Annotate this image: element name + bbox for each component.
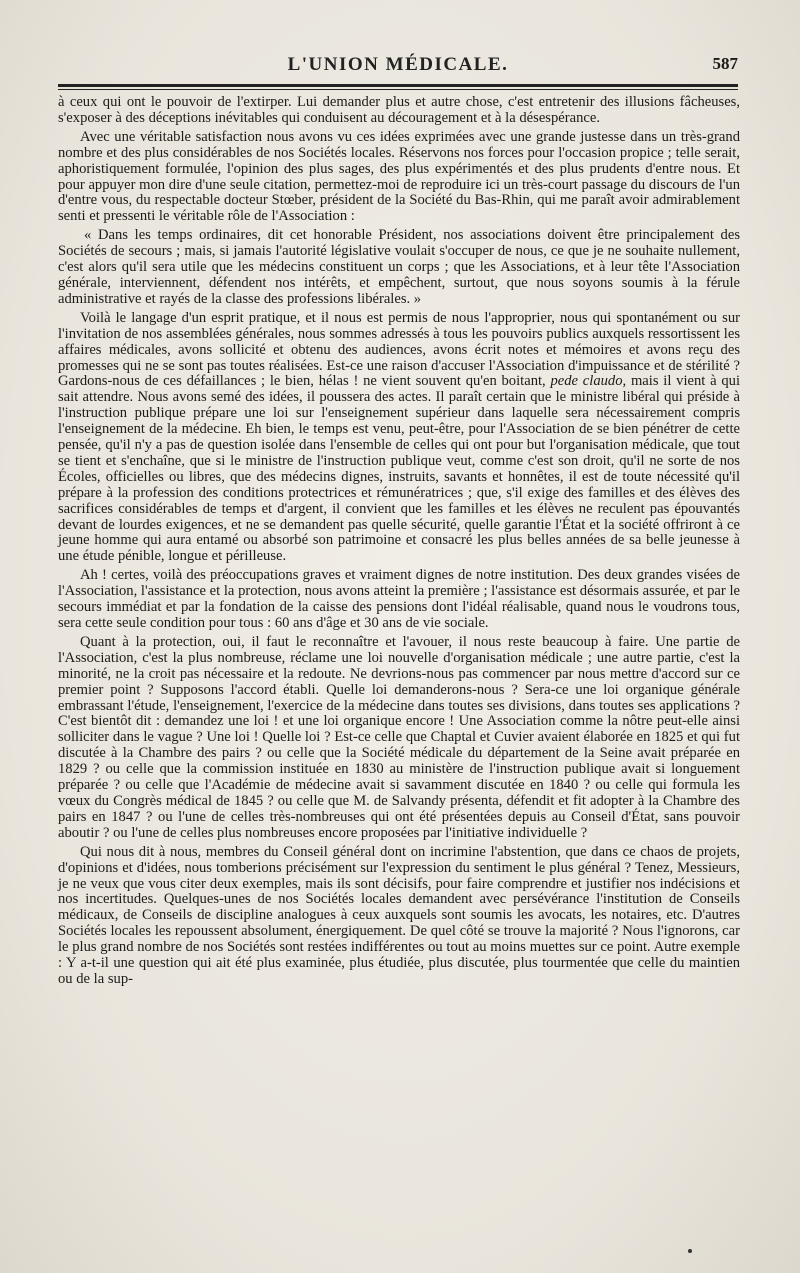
paragraph-preoccupations: Ah ! certes, voilà des préoccupations graves et vraiment dignes de notre institution. Des deux grandes visées de l'Association, l'assistance et la protection, nous avons atteint la première ; l'assistance est désormais assurée, et par le secours immédiat et par la fondation de la caisse des pensions dont l'idéal réalisable, quand nous le voudrons tous, sera cette seule condition pour tous : 60 ans d'âge et 30 ans de vie sociale.: [58, 567, 740, 631]
paragraph-conseil-general: Qui nous dit à nous, membres du Conseil général dont on incrimine l'abstention, que dans ce chaos de projets, d'opinions et d'idées, nous tomberions précisément sur l'expression du sentiment le plus général ? Tenez, Messieurs, je ne veux que vous citer deux exemples, mais ils sont décisifs, pour faire comprendre et justifier nos indécisions et nos incertitudes. Quelques-unes de nos Sociétés locales demandent avec persévérance l'institution de Conseils médicaux, de Conseils de discipline analogues à ceux auxquels sont soumis les avocats, les notaires, etc. D'autres Sociétés locales les repoussent absolument, énergiquement. De quel côté se trouve la majorité ? Nous l'ignorons, car le plus grand nombre de nos Sociétés sont restées indifférentes ou tout au moins muettes sur ce point. Autre exemple : Y a-t-il une question qui ait été plus examinée, plus étudiée, plus discutée, plus tourmentée que celle du maintien ou de la sup-: [58, 843, 740, 987]
paragraph-langage-start: Voilà le langage d'un esprit pratique, et il nous est permis de nous l'approprier, nous qui spontanément ou sur l'invitation de nos assemblées générales, nous sommes adressés à tous les pouvoirs publics auxquels ressortissent les affaires médicales, avons sollicité et obtenu des audiences, avons écrit notes et mémoires et avons reçu des promesses qui ne se sont pas toutes réalisées. Est-ce une raison d'accuser l'Association d'impuissance et de stérilité ? Gardons-nous de ces défaillances ; le bien, hélas ! ne vient souvent qu'en boitant,: [58, 309, 740, 390]
paragraph-protection: Quant à la protection, oui, il faut le reconnaître et l'avouer, il nous reste beaucoup à faire. Une partie de l'Association, c'est la plus nombreuse, réclame une loi nouvelle d'organisation médicale ; une autre partie, c'est la minorité, ne la croit pas nécessaire et la redoute. Ne devrions-nous pas commencer par nous mettre d'accord sur ce premier point ? Supposons l'accord établi. Quelle loi demanderons-nous ? Sera-ce une loi organique générale embrassant l'étude, l'enseignement, l'exercice de la médecine dans toutes ses divisions, dans toutes ses applications ? C'est bientôt dit : demandez une loi ! et une loi organique encore ! Une Association comme la nôtre peut-elle ainsi solliciter dans le vague ? Une loi ! Quelle loi ? Est-ce celle que Chaptal et Cuvier avaient élaborée en 1825 et qui fut discutée à la Chambre des pairs ? ou celle que la Société médicale du département de la Seine avait préparée en 1829 ? ou celle que la commission instituée en 1830 au ministère de l'instruction publique avait si longuement préparée ? ou celle que l'Académie de médecine avait si savamment discutée en 1840 ? ou celle qui formula les vœux du Congrès médical de 1845 ? ou celle que M. de Salvandy présenta, défendit et fit adopter à la Chambre des pairs en 1847 ? ou l'une de celles très-nombreuses qui ont été présentées depuis au Conseil d'État, sans pouvoir aboutir ? ou l'une de celles plus nombreuses encore proposées par l'initiative individuelle ?: [58, 633, 740, 841]
header-rule-thick: [58, 84, 738, 87]
journal-title: L'UNION MÉDICALE.: [287, 54, 509, 75]
quotation-stoeber: « Dans les temps ordinaires, dit cet honorable Président, nos associations doivent être principalement des Sociétés de secours ; mais, si jamais l'autorité législative voulait s'occuper de nous, ce que je ne souhaite nullement, c'est alors qu'il sera utile que les médecins constituent un corps ; que les Associations, et à leur tête l'Association générale, interviennent, défendent nos intérêts, et empêchent, surtout, que nous soyons soumis à la férule administrative et rayés de la classe des professions libérales. »: [58, 227, 740, 307]
page-number: 587: [712, 54, 738, 73]
latin-phrase: pede claudo,: [550, 373, 627, 390]
paragraph-langage: [58, 311, 740, 566]
running-header: [58, 52, 738, 78]
paragraph-satisfaction: Avec une véritable satisfaction nous avons vu ces idées exprimées avec une grande justesse dans un très-grand nombre et des plus considérables de nos Sociétés locales. Réservons nos forces pour l'occasion propice ; telle serait, aphoristiquement formulée, l'opinion des plus sages, des plus expérimentés et des plus prudents d'entre nous. Et pour appuyer mon dire d'une seule citation, permettez-moi de reproduire ici un très-court passage du discours de l'un d'entre vous, du respectable docteur Stœber, président de la Société du Bas-Rhin, qui me paraît avoir admirablement senti et pressenti le véritable rôle de l'Association :: [58, 128, 740, 225]
header-rule-thin: [58, 89, 738, 90]
body-text: [58, 95, 740, 991]
paragraph-langage-end: mais il vient à qui sait attendre. Nous avons semé des idées, il poussera des actes. Il paraît certain que le ministre libéral qui préside à l'instruction publique prépare une loi sur l'enseignement supérieur dans laquelle sera nécessairement compris l'enseignement de la médecine. Eh bien, le temps est venu, peut-être, pour l'Association de se bien pénétrer de cette pensée, qu'il n'y a pas de question isolée dans l'ensemble de celles qui ont pour but l'organisation médicale, que tout se tient et s'enchaîne, que si le ministre de l'instruction publique veut, comme c'est son droit, qu'il ne sorte de nos Écoles, officielles ou libres, que des médecins dignes, instruits, savants et honnêtes, il est de toute nécessité qu'il prépare à la profession des conditions protectrices et rémunératrices ; que, s'il exige des familles et des élèves des sacrifices considérables de temps et d'argent, il convient que les familles et les élèves ne reculent pas épouvantés devant de lourdes exigences, et ne se demandent pas quelle sécurité, quelle garantie l'État et la société offriront à ce jeune homme qui aura entamé ou absorbé son patrimoine et consacré les plus belles années de sa belle jeunesse à une étude pénible, longue et périlleuse.: [58, 373, 741, 565]
paragraph-continuation: à ceux qui ont le pouvoir de l'extirper. Lui demander plus et autre chose, c'est entretenir des illusions fâcheuses, s'exposer à des déceptions inévitables qui conduisent au découragement et à la désespérance.: [58, 94, 740, 126]
ink-dot: [688, 1249, 692, 1253]
